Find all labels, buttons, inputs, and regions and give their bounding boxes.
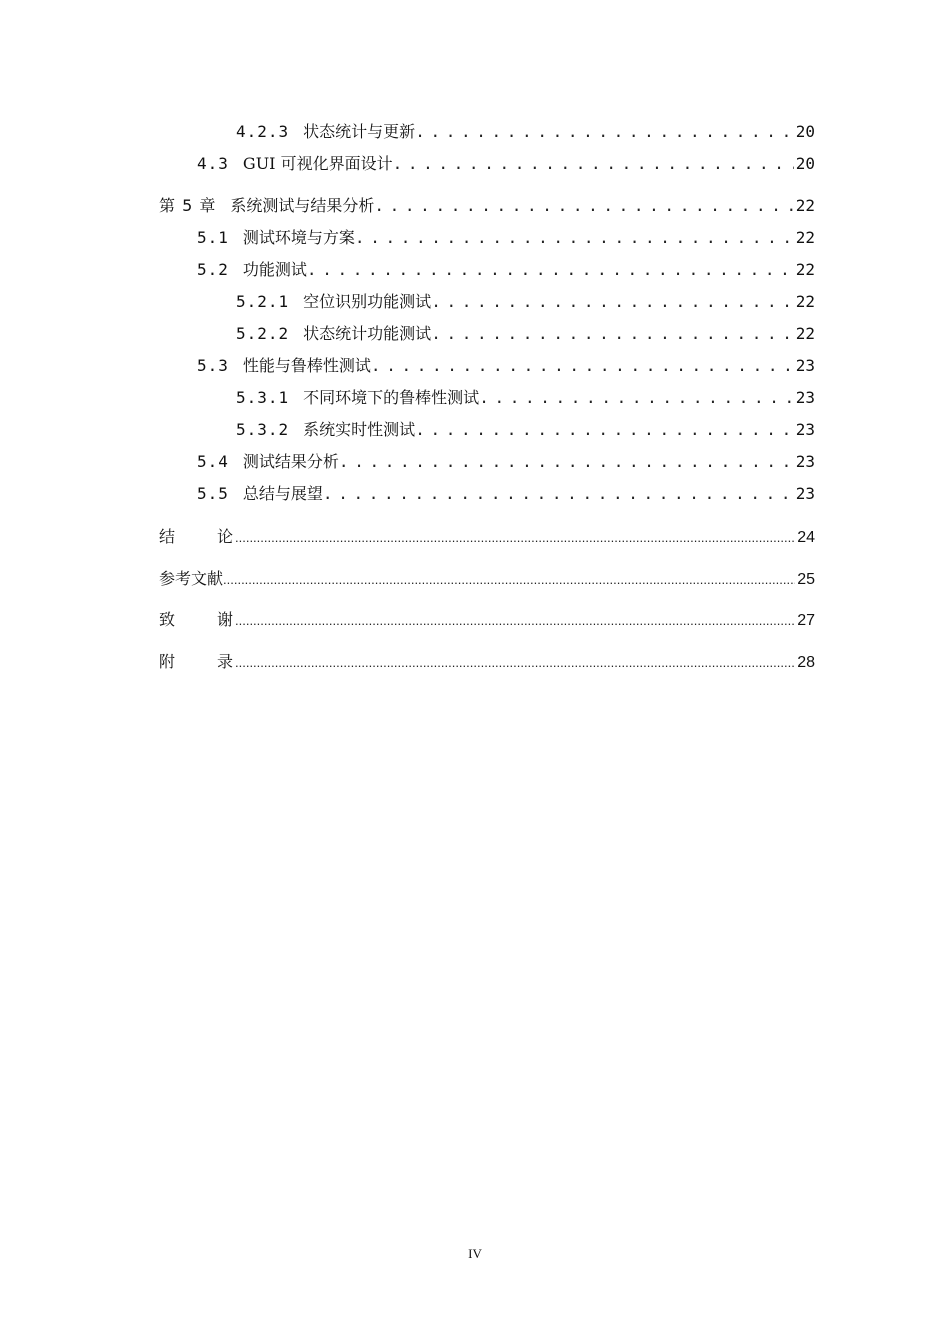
- toc-entry-5-3[interactable]: [159, 350, 815, 382]
- toc-entry-page: 23: [795, 356, 815, 375]
- toc-entry-5-5[interactable]: [159, 478, 815, 510]
- toc-entry-5-2-2[interactable]: [159, 318, 815, 350]
- toc-dot-leader: [235, 516, 795, 559]
- toc-dot-leader: [323, 478, 794, 510]
- page-number-footer: IV: [468, 1246, 482, 1261]
- toc-dot-leader: [415, 116, 794, 148]
- toc-entry-references[interactable]: [159, 558, 815, 600]
- toc-dot-leader: [431, 286, 794, 318]
- toc-entry-4-2-3[interactable]: [159, 116, 815, 148]
- toc-entry-page: 23: [795, 388, 815, 407]
- toc-entry-page: 20: [795, 154, 815, 173]
- toc-entry-page: 22: [795, 324, 815, 343]
- toc-dot-leader: [374, 190, 793, 222]
- toc-entry-5-3-1[interactable]: [159, 382, 815, 414]
- toc-entry-title: 空位识别功能测试: [303, 292, 432, 311]
- toc-dot-leader: [339, 446, 794, 478]
- toc-entry-conclusion[interactable]: [159, 516, 815, 558]
- toc-entry-number: 5.4: [197, 452, 229, 471]
- toc-dot-leader: [371, 350, 794, 382]
- toc-entry-page: 23: [795, 484, 815, 503]
- toc-dot-leader: [479, 382, 794, 414]
- toc-entry-number: 5.2: [197, 260, 229, 279]
- toc-entry-5-2[interactable]: [159, 254, 815, 286]
- toc-entry-title: 不同环境下的鲁棒性测试: [303, 388, 480, 407]
- toc-entry-5-1[interactable]: [159, 222, 815, 254]
- toc-entry-5-2-1[interactable]: [159, 286, 815, 318]
- toc-entry-5-4[interactable]: [159, 446, 815, 478]
- toc-entry-page: 22: [795, 292, 815, 311]
- toc-entry-title: 性能与鲁棒性测试: [242, 356, 371, 375]
- toc-entry-title: 结论: [159, 527, 276, 546]
- toc-entry-4-3[interactable]: [159, 148, 815, 180]
- toc-dot-leader: [235, 641, 795, 684]
- toc-entry-number: 5.2.1: [236, 292, 290, 311]
- toc-dot-leader: [235, 599, 795, 642]
- table-of-contents: [159, 116, 815, 682]
- toc-entry-title: 功能测试: [242, 260, 307, 279]
- toc-dot-leader: [223, 558, 795, 601]
- toc-entry-title: 附录: [159, 651, 276, 671]
- toc-entry-title: 状态统计与更新: [303, 122, 416, 141]
- toc-entry-page: 22: [795, 228, 815, 247]
- toc-entry-number: 4.2.3: [236, 122, 290, 141]
- toc-dot-leader: [307, 254, 794, 286]
- toc-entry-number: 第 5 章: [159, 196, 217, 215]
- toc-entry-title: 系统测试与结果分析: [230, 196, 375, 215]
- toc-entry-title: 测试环境与方案: [242, 228, 355, 247]
- toc-entry-number: 5.3.1: [236, 388, 290, 407]
- toc-entry-page: 27: [797, 612, 815, 629]
- toc-entry-title: 状态统计功能测试: [303, 324, 432, 343]
- toc-entry-number: 5.2.2: [236, 324, 290, 343]
- toc-entry-number: 5.3: [197, 356, 229, 375]
- toc-entry-chapter-5[interactable]: [159, 190, 815, 222]
- toc-entry-page: 20: [795, 122, 815, 141]
- toc-entry-number: 5.5: [197, 484, 229, 503]
- toc-dot-leader: [393, 148, 794, 180]
- toc-dot-leader: [431, 318, 794, 350]
- toc-entry-page: 24: [797, 529, 815, 546]
- toc-entry-page: 25: [797, 570, 815, 588]
- toc-entry-page: 28: [797, 653, 815, 671]
- toc-entry-number: 5.3.2: [236, 420, 290, 439]
- toc-dot-leader: [415, 414, 794, 446]
- toc-entry-page: 23: [795, 420, 815, 439]
- toc-entry-page: 23: [795, 452, 815, 471]
- toc-entry-number: 5.1: [197, 228, 229, 247]
- toc-entry-page: 22: [795, 196, 815, 215]
- toc-entry-5-3-2[interactable]: [159, 414, 815, 446]
- toc-entry-title: 致谢: [159, 610, 276, 629]
- toc-entry-title: 参考文献: [159, 568, 224, 588]
- toc-dot-leader: [355, 222, 794, 254]
- toc-entry-number: 4.3: [197, 154, 229, 173]
- toc-entry-acknowledgements[interactable]: [159, 599, 815, 641]
- toc-entry-title: 总结与展望: [242, 484, 323, 503]
- toc-entry-page: 22: [795, 260, 815, 279]
- toc-entry-appendix[interactable]: [159, 641, 815, 683]
- toc-entry-title: 系统实时性测试: [303, 420, 416, 439]
- toc-entry-title: GUI 可视化界面设计: [242, 154, 393, 173]
- toc-entry-title: 测试结果分析: [242, 452, 339, 471]
